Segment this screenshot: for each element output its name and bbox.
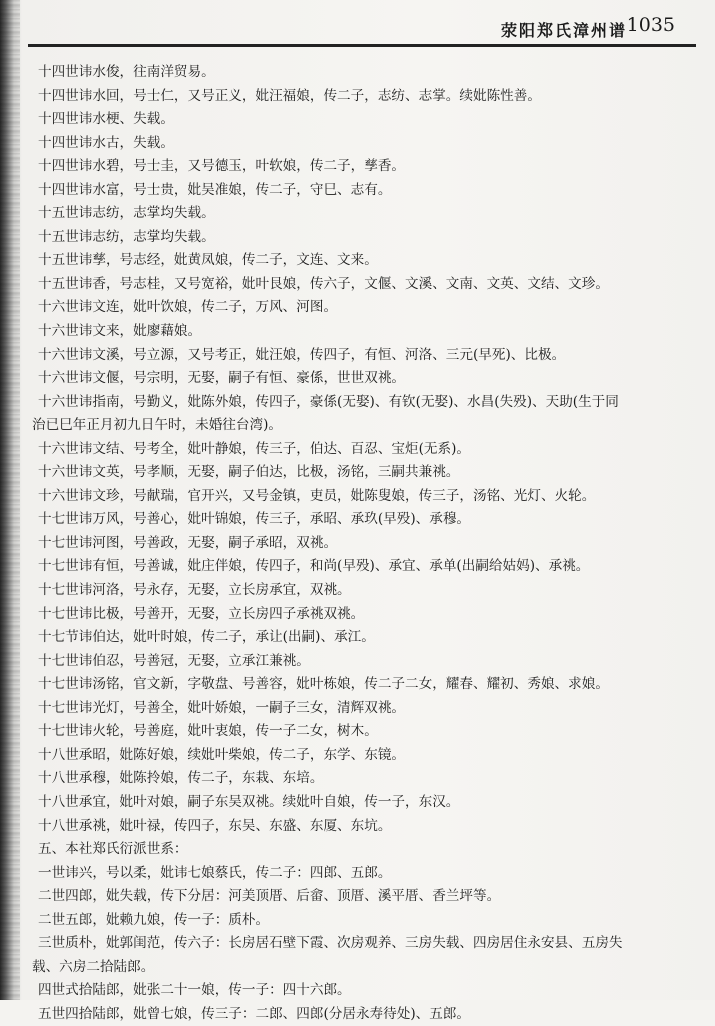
text-line: 二世五郎，妣赖九娘，传一子：质朴。	[38, 911, 270, 928]
binding-gutter-shadow	[0, 0, 20, 1000]
text-line: 十四世讳水回，号士仁，又号正义，妣汪福娘，传二子，志纺、志掌。续妣陈性善。	[38, 87, 541, 104]
text-line: 五世四拾陆郎，妣曾七娘，传三子：二郎、四郎(分居永寿待处)、五郎。	[38, 1005, 471, 1022]
text-line: 十七世讳河洛，号永存，无娶，立长房承宜，双祧。	[38, 582, 351, 599]
text-line: 十四世讳水梗、失载。	[38, 111, 174, 128]
text-line: 十五世讳孳，号志经，妣黄凤娘，传二子，文连、文来。	[38, 252, 378, 269]
text-line: 十四世讳水碧，号士圭，又号德玉，叶软娘，传二子，孳香。	[38, 158, 406, 175]
text-line: 十五世讳志纺，志掌均失载。	[38, 228, 215, 245]
section-heading: 五、本社郑氏衍派世系：	[38, 841, 188, 858]
text-line: 十八世承昭，妣陈好娘，续妣叶柴娘，传二子，东学、东镜。	[38, 746, 406, 763]
text-line: 十七世讳光灯，号善全，妣叶娇娘，一嗣子三女，清辉双祧。	[38, 699, 406, 716]
text-line: 十六世讳文结、号考全，妣叶静娘，传三子，伯达、百忍、宝炬(无系)。	[38, 440, 471, 457]
page-number: 1035	[626, 14, 675, 36]
text-line: 十六世讳文珍，号献瑞，官开兴，又号金镇，吏员，妣陈叟娘，传三子，汤铭、光灯、火轮。	[38, 487, 596, 504]
text-line: 十八世承穆，妣陈拎娘，传二子，东栽、东培。	[38, 770, 324, 787]
text-line: 十七世讳汤铭，官文新，字敬盘、号善容，妣叶栋娘，传二子二女，耀春、耀初、秀娘、求娘。	[38, 676, 609, 693]
text-line: 十八世承祧，妣叶禄，传四子，东吴、东盛、东厦、东坑。	[38, 817, 392, 834]
text-line-continuation: 载、六房二拾陆郎。	[32, 958, 155, 975]
text-line: 十四世讳水富，号士贵，妣吴准娘，传二子，守巳、志有。	[38, 181, 392, 198]
text-line: 十八世承宜，妣叶对娘，嗣子东吴双祧。续妣叶自娘，传一子，东汉。	[38, 793, 460, 810]
text-line: 十七节讳伯达，妣叶时娘，传二子，承让(出嗣)、承江。	[38, 629, 375, 646]
text-line: 十六世讳指南，号勤义，妣陈外娘，传四子，豪係(无娶)、有钦(无娶)、水昌(失殁)、天助(生于同	[38, 393, 619, 410]
text-line: 十六世讳文连，妣叶饮娘，传二子，万风、河图。	[38, 299, 338, 316]
text-line: 十四世讳水古，失载。	[38, 134, 174, 151]
text-line: 十七世讳有恒，号善诚，妣庄伴娘，传四子，和尚(早殁)、承宜、承单(出嗣给姑妈)、承祧。	[38, 558, 590, 575]
text-line: 十六世讳文英，号孝顺，无娶，嗣子伯达，比极，汤铭，三嗣共兼祧。	[38, 464, 460, 481]
text-line-continuation: 治已巳年正月初九日午时，未婚往台湾)。	[32, 417, 282, 434]
text-line: 十七世讳河图，号善政，无娶，嗣子承昭，双祧。	[38, 534, 338, 551]
text-line: 一世讳兴，号以柔，妣讳七娘蔡氏，传二子：四郎、五郎。	[38, 864, 392, 881]
text-line: 十七世讳万风，号善心，妣叶锦娘，传三子，承昭、承玖(早殁)、承穆。	[38, 511, 471, 528]
header-rule	[28, 44, 696, 47]
text-line: 三世质朴，妣郭闺范，传六子：长房居石壁下霞、次房观养、三房失载、四房居住永安县、五房失	[38, 935, 623, 952]
running-header-title: 荥阳郑氏漳州谱	[500, 21, 627, 40]
text-line: 二世四郎，妣失载，传下分居：河美顶厝、后畲、顶厝、溪平厝、香兰坪等。	[38, 888, 501, 905]
text-line: 十七世讳比极，号善开，无娶，立长房四子承祧双祧。	[38, 605, 365, 622]
text-line: 十五世讳志纺，志掌均失载。	[38, 205, 215, 222]
text-line: 十四世讳水俊，往南洋贸易。	[38, 64, 215, 80]
text-line: 十七世讳火轮，号善庭，妣叶衷娘，传一子二女，树木。	[38, 723, 378, 740]
text-line: 十七世讳伯忍，号善冠，无娶，立承江兼祧。	[38, 652, 310, 669]
text-line: 四世式拾陆郎，妣张二十一娘，传一子：四十六郎。	[38, 982, 351, 999]
text-line: 十五世讳香，号志桂，又号宽裕，妣叶艮娘，传六子，文偃、文溪、文南、文英、文结、文珍。	[38, 275, 609, 292]
text-line: 十六世讳文溪，号立源，又号考正，妣汪娘，传四子，有恒、河洛、三元(早死)、比极。	[38, 346, 566, 363]
text-line: 十六世讳文偃，号宗明，无娶，嗣子有恒、豪係，世世双祧。	[38, 370, 406, 387]
genealogy-text-body	[32, 61, 688, 1026]
text-line: 十六世讳文来，妣廖藉娘。	[38, 323, 202, 340]
